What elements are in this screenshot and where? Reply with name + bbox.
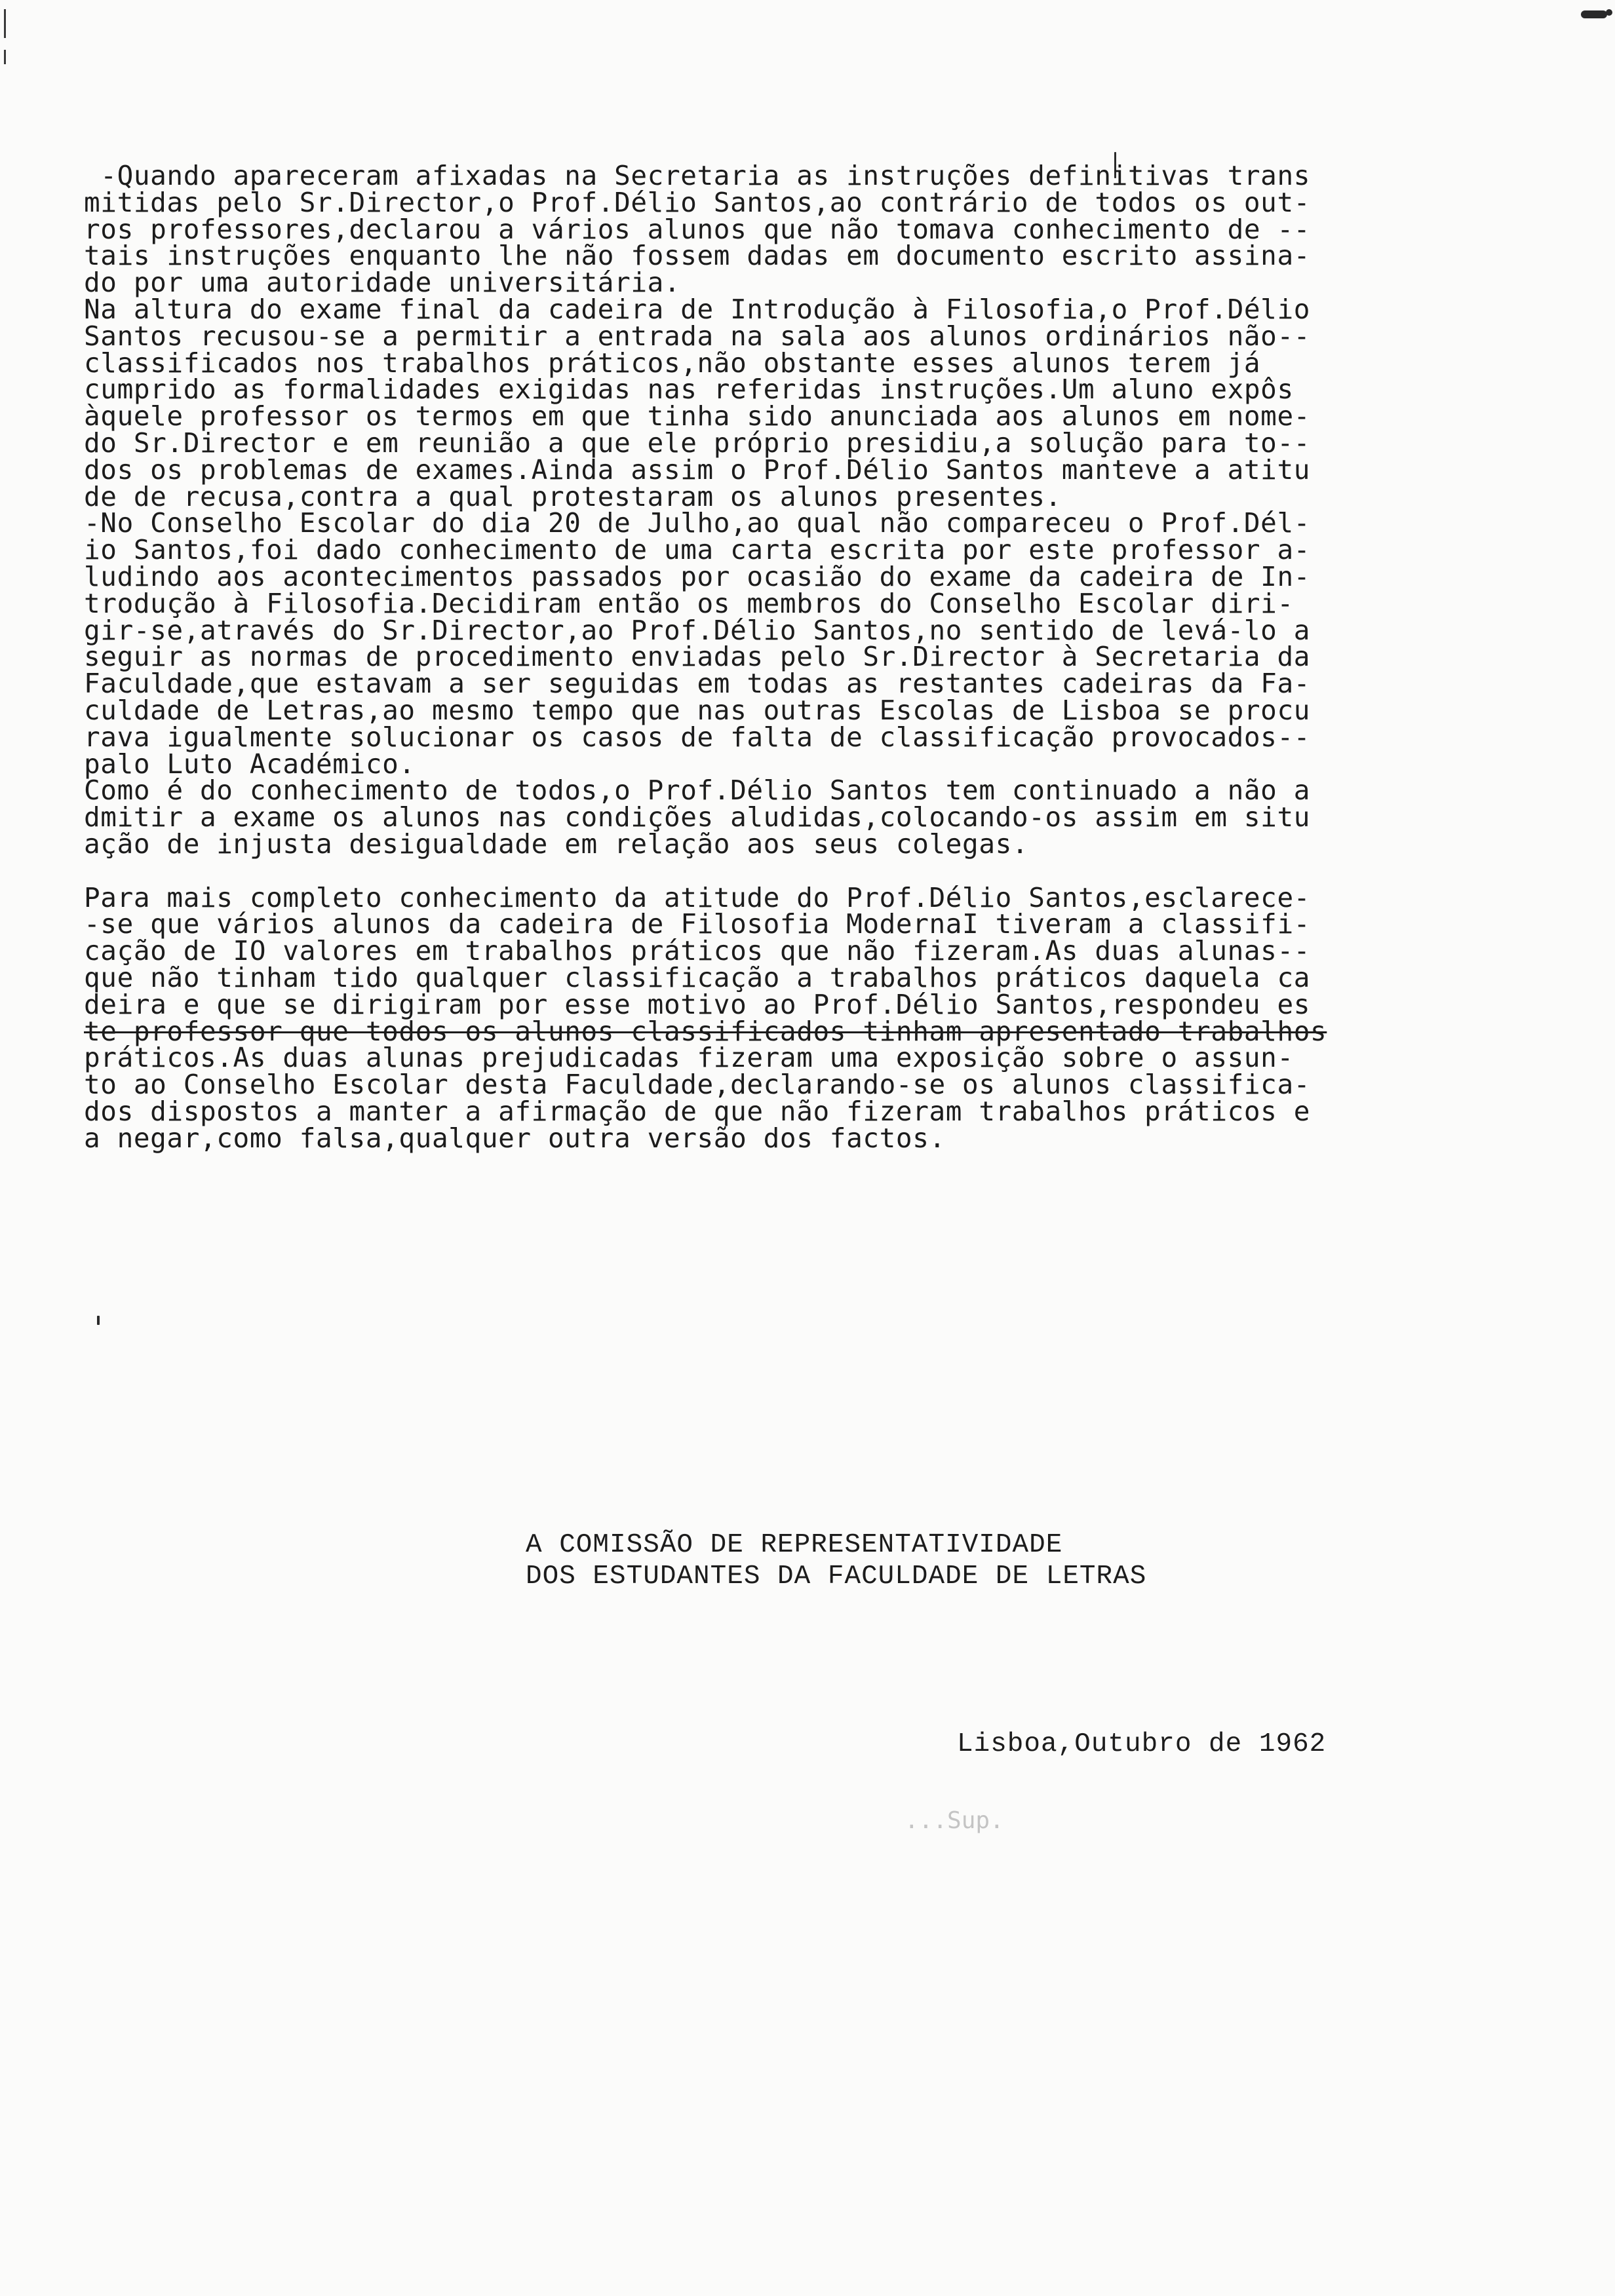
text-line: tais instruções enquanto lhe não fossem dadas em documento escrito assina-	[84, 240, 1311, 272]
text-line: -se que vários alunos da cadeira de Filosofia ModernaI tiveram a classifi-	[84, 908, 1311, 940]
struck-text-line: te professor que todos os alunos classificados tinham apresentado trabalhos	[84, 1015, 1327, 1047]
text-line: gir-se,através do Sr.Director,ao Prof.Délio Santos,no sentido de levá-lo a	[84, 614, 1311, 646]
text-line: trodução à Filosofia.Decidiram então os membros do Conselho Escolar diri-	[84, 587, 1294, 619]
text-line: Para mais completo conhecimento da atitude do Prof.Délio Santos,esclarece-	[84, 881, 1311, 913]
text-line: -Quando apareceram afixadas na Secretaria as instruções definitivas trans	[84, 160, 1311, 191]
text-line: práticos.As duas alunas prejudicadas fizeram uma exposição sobre o assun-	[84, 1042, 1294, 1074]
text-line: dmitir a exame os alunos nas condições aludidas,colocando-os assim em situ	[84, 801, 1311, 833]
text-line: àquele professor os termos em que tinha sido anunciada aos alunos em nome-	[84, 400, 1311, 432]
text-line: de de recusa,contra a qual protestaram os alunos presentes.	[84, 480, 1062, 512]
text-line: ludindo aos acontecimentos passados por ocasião do exame da cadeira de In-	[84, 560, 1311, 592]
text-line: cumprido as formalidades exigidas nas referidas instruções.Um aluno expôs	[84, 373, 1294, 406]
signature-line-1: A COMISSÃO DE REPRESENTATIVIDADE	[526, 1530, 1063, 1560]
text-line: ação de injusta desigualdade em relação aos seus colegas.	[84, 828, 1029, 860]
text-line: culdade de Letras,ao mesmo tempo que nas outras Escolas de Lisboa se procu	[84, 694, 1311, 726]
text-line: que não tinham tido qualquer classificação a trabalhos práticos daquela ca	[84, 961, 1311, 993]
signature-block	[526, 1529, 1146, 1592]
text-line: Na altura do exame final da cadeira de Introdução à Filosofia,o Prof.Délio	[84, 293, 1311, 325]
text-line: -No Conselho Escolar do dia 20 de Julho,ao qual não compareceu o Prof.Dél-	[84, 507, 1311, 539]
text-line: io Santos,foi dado conhecimento de uma carta escrita por este professor a-	[84, 534, 1311, 566]
margin-mark	[4, 50, 6, 64]
text-line: palo Luto Académico.	[84, 748, 416, 780]
margin-mark	[4, 9, 6, 38]
text-line: do Sr.Director e em reunião a que ele próprio presidiu,a solução para to--	[84, 427, 1311, 459]
text-line: cação de IO valores em trabalhos práticos que não fizeram.As duas alunas--	[84, 935, 1311, 967]
text-line: to ao Conselho Escolar desta Faculdade,declarando-se os alunos classifica-	[84, 1069, 1311, 1101]
signature-line-2: DOS ESTUDANTES DA FACULDADE DE LETRAS	[526, 1561, 1147, 1592]
text-line: dos dispostos a manter a afirmação de que não fizeram trabalhos práticos e	[84, 1095, 1311, 1127]
text-line: seguir as normas de procedimento enviadas pelo Sr.Director à Secretaria da	[84, 641, 1311, 673]
paragraph-gap	[84, 858, 1552, 885]
text-line: classificados nos trabalhos práticos,não obstante esses alunos terem já	[84, 347, 1261, 379]
text-line: mitidas pelo Sr.Director,o Prof.Délio Santos,ao contrário de todos os out-	[84, 186, 1311, 218]
faint-bleed-through: ...Sup.	[905, 1807, 1004, 1834]
text-line: do por uma autoridade universitária.	[84, 267, 681, 299]
text-line: deira e que se dirigiram por esse motivo ao Prof.Délio Santos,respondeu es	[84, 988, 1311, 1020]
letter-body	[84, 160, 1552, 1154]
ink-speck	[1606, 9, 1612, 16]
ink-speck	[97, 1316, 100, 1325]
date-line: Lisboa,Outubro de 1962	[957, 1729, 1327, 1759]
text-line: ros professores,declarou a vários alunos que não tomava conhecimento de --	[84, 213, 1311, 245]
text-line: Faculdade,que estavam a ser seguidas em todas as restantes cadeiras da Fa-	[84, 668, 1311, 700]
text-line: dos os problemas de exames.Ainda assim o Prof.Délio Santos manteve a atitu	[84, 453, 1311, 486]
text-line: a negar,como falsa,qualquer outra versão dos factos.	[84, 1122, 946, 1154]
ink-speck	[1581, 10, 1607, 18]
text-line: Como é do conhecimento de todos,o Prof.Délio Santos tem continuado a não a	[84, 775, 1311, 807]
text-line: rava igualmente solucionar os casos de falta de classificação provocados--	[84, 721, 1311, 753]
text-line: Santos recusou-se a permitir a entrada na sala aos alunos ordinários não--	[84, 320, 1311, 352]
